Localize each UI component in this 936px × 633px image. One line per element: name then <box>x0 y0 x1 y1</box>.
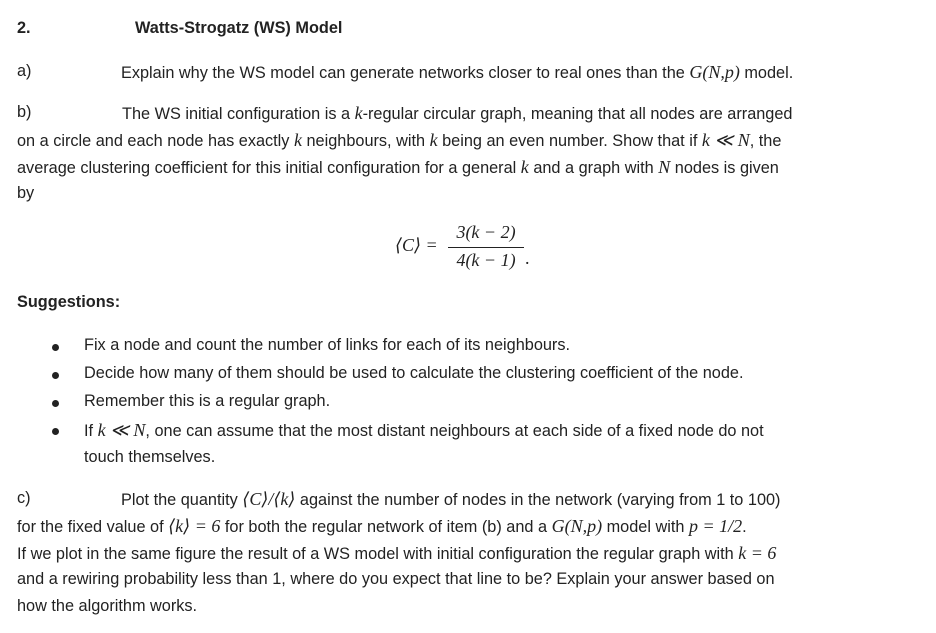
suggestion-4-t2: , one can assume that the most distant neighbours at each side of a fixed node do not <box>145 422 764 440</box>
part-b-l3-t3: nodes is given <box>670 159 779 177</box>
part-c-line-2 <box>17 516 747 537</box>
part-b-l3-m2: N <box>658 157 671 177</box>
part-b-l3-m1: k <box>520 157 529 177</box>
part-b-l1-t1: The WS initial configuration is a <box>122 105 355 123</box>
question-number: 2. <box>17 19 31 37</box>
suggestion-3: Remember this is a regular graph. <box>84 392 331 410</box>
part-b-line-2 <box>17 130 781 151</box>
part-b-line-3 <box>17 157 779 178</box>
part-a-label: a) <box>17 62 32 80</box>
part-c-l2-m2: G(N,p) <box>551 516 603 536</box>
question-title: Watts-Strogatz (WS) Model <box>135 19 343 37</box>
part-b-l1-m1: k <box>354 103 363 123</box>
part-a-math: G(N,p) <box>689 62 740 82</box>
formula-lhs: ⟨C⟩ = <box>395 235 438 255</box>
suggestions-heading: Suggestions: <box>17 293 121 311</box>
part-a-text-after: model. <box>739 64 794 82</box>
part-a-text-before: Explain why the WS model can generate networks closer to real ones than the <box>121 64 690 82</box>
part-b-l3-t1: average clustering coefficient for this initial configuration for a general <box>17 159 521 177</box>
part-c-line-1 <box>121 489 780 510</box>
bullet-1 <box>52 344 59 351</box>
part-a-text <box>121 62 793 83</box>
suggestion-4-m1: k ≪ N <box>97 420 146 440</box>
part-b-l2-t3: being an even number. Show that if <box>437 132 702 150</box>
suggestion-4-t1: If <box>84 422 98 440</box>
part-b-l2-t4: , the <box>749 132 782 150</box>
part-c-label: c) <box>17 489 31 507</box>
part-c-l2-t4: . <box>742 518 747 536</box>
fraction-bar <box>448 247 524 248</box>
part-c-line-4: and a rewiring probability less than 1, where do you expect that line to be? Explain your answer based on <box>17 570 775 588</box>
suggestion-4-line-1 <box>84 420 764 441</box>
part-c-line-5: how the algorithm works. <box>17 597 198 615</box>
bullet-2 <box>52 372 59 379</box>
part-b-l1-t2: -regular circular graph, meaning that all nodes are arranged <box>362 105 793 123</box>
part-b-l3-t2: and a graph with <box>528 159 659 177</box>
suggestion-1: Fix a node and count the number of links for each of its neighbours. <box>84 336 571 354</box>
part-c-l1-t1: Plot the quantity <box>121 491 243 509</box>
formula-numerator: 3(k − 2) <box>456 222 516 242</box>
part-c-line-3 <box>17 543 776 564</box>
part-c-l2-m1: ⟨k⟩ = 6 <box>168 516 221 536</box>
part-c-l3-m1: k = 6 <box>738 543 777 563</box>
part-b-label: b) <box>17 103 32 121</box>
bullet-4 <box>52 428 59 435</box>
suggestion-2: Decide how many of them should be used to calculate the clustering coefficient of the node. <box>84 364 744 382</box>
bullet-3 <box>52 400 59 407</box>
part-b-l2-m1: k <box>293 130 302 150</box>
part-b-l2-m3: k ≪ N <box>701 130 750 150</box>
part-c-l1-t2: against the number of nodes in the network (varying from 1 to 100) <box>295 491 781 509</box>
part-c-l3-t1: If we plot in the same figure the result of a WS model with initial configuration the regular graph with <box>17 545 739 563</box>
part-b-l2-t1: on a circle and each node has exactly <box>17 132 294 150</box>
part-c-l2-t1: for the fixed value of <box>17 518 169 536</box>
formula-denominator: 4(k − 1) <box>456 250 516 270</box>
part-c-l1-m1: ⟨C⟩/⟨k⟩ <box>242 489 296 509</box>
formula-end: . <box>525 248 530 268</box>
part-c-l2-t2: for both the regular network of item (b) and a <box>220 518 552 536</box>
part-c-l2-t3: model with <box>602 518 689 536</box>
part-b-line-4: by <box>17 184 35 202</box>
part-b-l2-t2: neighbours, with <box>301 132 430 150</box>
suggestion-4-line-2: touch themselves. <box>84 448 216 466</box>
part-b-line-1 <box>122 103 792 124</box>
part-c-l2-m3: p = 1/2 <box>688 516 743 536</box>
part-b-l2-m2: k <box>429 130 438 150</box>
